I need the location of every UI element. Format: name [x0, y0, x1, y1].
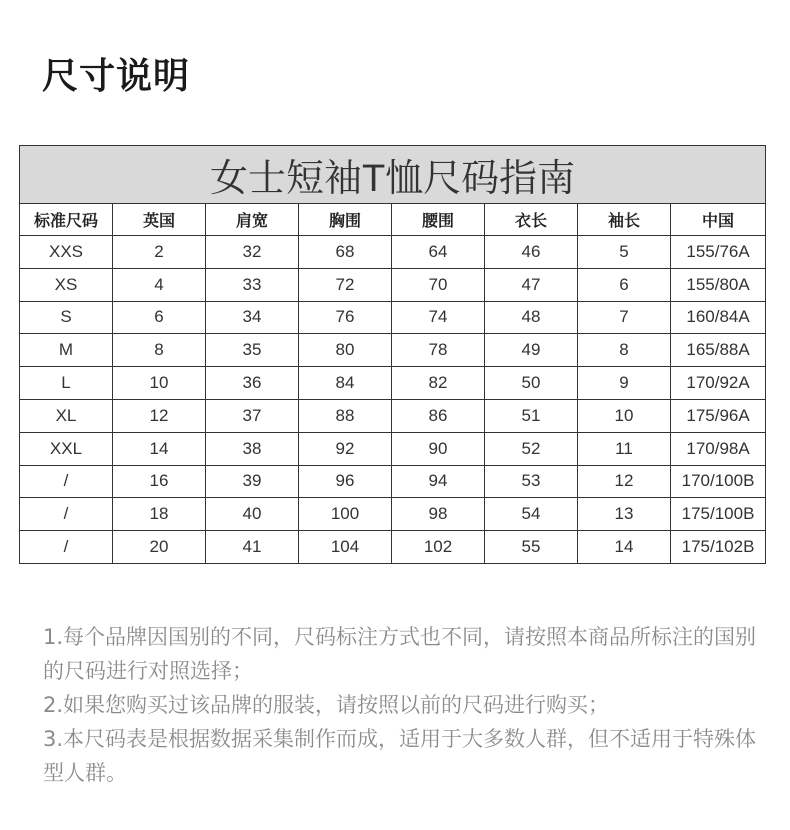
table-cell: 13	[578, 498, 671, 531]
table-row	[20, 268, 766, 301]
table-cell: 51	[485, 399, 578, 432]
table-cell: 6	[578, 268, 671, 301]
table-cell: 4	[113, 268, 206, 301]
table-row	[20, 432, 766, 465]
table-cell: 52	[485, 432, 578, 465]
table-caption: 女士短袖T恤尺码指南	[20, 146, 766, 204]
table-cell: 2	[113, 236, 206, 269]
table-row	[20, 301, 766, 334]
table-cell: 170/92A	[671, 367, 766, 400]
table-cell: /	[20, 531, 113, 564]
table-cell: 78	[392, 334, 485, 367]
table-cell: XXL	[20, 432, 113, 465]
table-header-row	[20, 204, 766, 236]
table-cell: /	[20, 465, 113, 498]
table-cell: 175/100B	[671, 498, 766, 531]
table-cell: 104	[299, 531, 392, 564]
table-row	[20, 465, 766, 498]
table-row	[20, 334, 766, 367]
table-cell: XXS	[20, 236, 113, 269]
table-cell: 14	[578, 531, 671, 564]
table-cell: 14	[113, 432, 206, 465]
table-cell: 12	[113, 399, 206, 432]
table-cell: 54	[485, 498, 578, 531]
table-cell: 47	[485, 268, 578, 301]
table-cell: 12	[578, 465, 671, 498]
table-cell: 100	[299, 498, 392, 531]
table-cell: 170/98A	[671, 432, 766, 465]
table-cell: 53	[485, 465, 578, 498]
table-cell: 7	[578, 301, 671, 334]
table-cell: 35	[206, 334, 299, 367]
table-cell: 5	[578, 236, 671, 269]
table-cell: 9	[578, 367, 671, 400]
table-cell: 41	[206, 531, 299, 564]
table-row	[20, 498, 766, 531]
table-cell: 175/96A	[671, 399, 766, 432]
table-cell: 74	[392, 301, 485, 334]
table-cell: 76	[299, 301, 392, 334]
table-cell: 98	[392, 498, 485, 531]
table-cell: 6	[113, 301, 206, 334]
column-header: 英国	[113, 204, 206, 236]
table-cell: 8	[578, 334, 671, 367]
page-title: 尺寸说明	[42, 56, 191, 97]
table-cell: 64	[392, 236, 485, 269]
table-cell: 86	[392, 399, 485, 432]
table-cell: L	[20, 367, 113, 400]
table-cell: 16	[113, 465, 206, 498]
table-cell: 48	[485, 301, 578, 334]
table-cell: 38	[206, 432, 299, 465]
table-cell: 20	[113, 531, 206, 564]
table-cell: 102	[392, 531, 485, 564]
table-row	[20, 367, 766, 400]
table-cell: 49	[485, 334, 578, 367]
table-cell: 10	[113, 367, 206, 400]
table-cell: 96	[299, 465, 392, 498]
table-cell: 32	[206, 236, 299, 269]
table-cell: XL	[20, 399, 113, 432]
column-header: 袖长	[578, 204, 671, 236]
table-cell: 165/88A	[671, 334, 766, 367]
table-cell: /	[20, 498, 113, 531]
table-cell: 46	[485, 236, 578, 269]
column-header: 肩宽	[206, 204, 299, 236]
table-cell: 8	[113, 334, 206, 367]
table-cell: 10	[578, 399, 671, 432]
column-header: 标准尺码	[20, 204, 113, 236]
table-cell: 82	[392, 367, 485, 400]
table-cell: XS	[20, 268, 113, 301]
table-cell: S	[20, 301, 113, 334]
table-cell: 18	[113, 498, 206, 531]
table-cell: 36	[206, 367, 299, 400]
note-3: 3.本尺码表是根据数据采集制作而成，适用于大多数人群，但不适用于特殊体型人群。	[43, 727, 757, 785]
table-cell: 37	[206, 399, 299, 432]
table-cell: 90	[392, 432, 485, 465]
note-1: 1.每个品牌因国别的不同，尺码标注方式也不同，请按照本商品所标注的国别的尺码进行对照选择；	[43, 625, 757, 683]
table-cell: 39	[206, 465, 299, 498]
table-cell: 88	[299, 399, 392, 432]
column-header: 胸围	[299, 204, 392, 236]
table-cell: 34	[206, 301, 299, 334]
table-cell: 94	[392, 465, 485, 498]
table-cell: 92	[299, 432, 392, 465]
table-cell: 70	[392, 268, 485, 301]
table-cell: 155/76A	[671, 236, 766, 269]
note-2: 2.如果您购买过该品牌的服装，请按照以前的尺码进行购买；	[43, 693, 610, 717]
table-cell: 160/84A	[671, 301, 766, 334]
table-cell: 11	[578, 432, 671, 465]
column-header: 腰围	[392, 204, 485, 236]
column-header: 衣长	[485, 204, 578, 236]
table-row	[20, 236, 766, 269]
size-notes	[43, 620, 763, 790]
table-cell: 155/80A	[671, 268, 766, 301]
table-cell: 84	[299, 367, 392, 400]
table-cell: 40	[206, 498, 299, 531]
table-cell: 175/102B	[671, 531, 766, 564]
table-cell: 170/100B	[671, 465, 766, 498]
column-header: 中国	[671, 204, 766, 236]
table-row	[20, 531, 766, 564]
table-cell: 50	[485, 367, 578, 400]
table-row	[20, 399, 766, 432]
table-cell: 33	[206, 268, 299, 301]
table-cell: 80	[299, 334, 392, 367]
table-cell: M	[20, 334, 113, 367]
table-cell: 72	[299, 268, 392, 301]
table-cell: 68	[299, 236, 392, 269]
table-cell: 55	[485, 531, 578, 564]
size-chart-table	[19, 145, 766, 564]
